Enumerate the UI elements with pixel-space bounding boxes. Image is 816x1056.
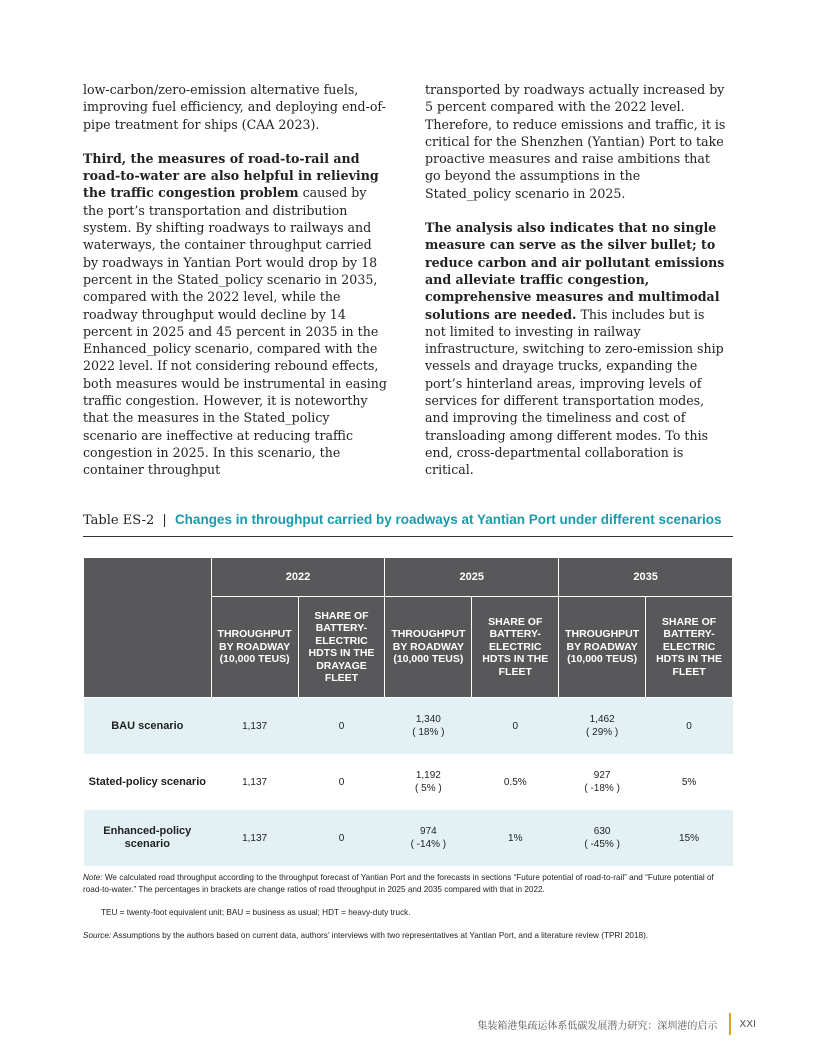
- right-paragraph-1: transported by roadways actually increased by 5 percent compared with the 2022 level. Therefore, to reduce emissions and traffic, it is critical for the Shenzhen (Yantian) Port to take proactive measures and raise ambitions that go beyond the assumptions in the Stated_policy scenario in 2025.: [425, 82, 726, 201]
- abbreviations: TEU = twenty-foot equivalent unit; BAU = business as usual; HDT = heavy-duty truck.: [101, 908, 411, 917]
- subheader-2035-throughput: THROUGHPUT BY ROADWAY (10,000 TEUS): [559, 597, 646, 698]
- table-label: Table ES-2: [83, 513, 155, 528]
- table-corner-cell: [84, 558, 212, 698]
- footer-title: 集装箱港集疏运体系低碳发展潜力研究：深圳港的启示: [477, 1020, 718, 1032]
- source-label: Source:: [83, 931, 112, 940]
- scenario-table: [83, 557, 733, 866]
- cell-throughput-2035: [559, 698, 646, 755]
- cell-share-2022: 0: [298, 698, 385, 755]
- year-header-row: [84, 558, 733, 597]
- cell-throughput-2025: [385, 754, 472, 810]
- footer-divider: [729, 1013, 731, 1035]
- cell-value: 927: [593, 770, 611, 781]
- cell-value: 1,462: [589, 714, 615, 725]
- cell-value: 630: [593, 826, 611, 837]
- right-text-column: [425, 81, 729, 496]
- table-caption: Changes in throughput carried by roadways at Yantian Port under different scenarios: [174, 512, 722, 527]
- cell-change: ( 29% ): [586, 727, 619, 738]
- table-notes: [83, 872, 735, 953]
- left-paragraph-2-rest: caused by the port’s transportation and distribution system. By shifting roadways to railways and waterways, the container throughput carried by roadways in Yantian Port would drop by 18 percent in the Stated_policy scenario in 2035, compared with the 2022 level, while the roadway throughput would decline by 14 percent in 2025 and 45 percent in 2035 in the Enhanced_policy scenario, compared with the 2022 level. If not considering rebound effects, both measures would be instrumental in easing traffic congestion. However, it is noteworthy that the measures in the Stated_policy scenario are ineffective at reducing traffic congestion in 2025. In this scenario, the container throughput: [83, 185, 387, 478]
- row-scenario-name: Enhanced-policy scenario: [84, 810, 212, 866]
- cell-throughput-2022: 1,137: [211, 698, 298, 755]
- table-title: [83, 512, 733, 528]
- cell-value: 1,192: [415, 770, 441, 781]
- page-number: XXI: [739, 1018, 756, 1030]
- cell-throughput-2025: [385, 810, 472, 866]
- cell-change: ( 18% ): [412, 727, 445, 738]
- cell-throughput-2022: 1,137: [242, 776, 268, 788]
- cell-change: ( -18% ): [584, 783, 620, 794]
- cell-share-2035: 0: [646, 698, 733, 755]
- cell-value: 974: [420, 826, 437, 837]
- cell-value: 1,340: [415, 714, 441, 725]
- year-header-2035: 2035: [559, 558, 733, 597]
- note-text: We calculated road throughput according to the throughput forecast of Yantian Port and the forecasts in sections “Future potential of road-to-rail” and “Future potential of road-to-water.” The percentages in brackets are change ratios of road throughput in 2025 and 2035 compared with that in 2022.: [83, 873, 714, 894]
- table-row: [84, 698, 733, 755]
- subheader-2025-throughput: THROUGHPUT BY ROADWAY (10,000 TEUS): [385, 597, 472, 698]
- cell-throughput-2035: [559, 810, 646, 866]
- table-row: [84, 754, 733, 810]
- left-paragraph-2-bold: Third, the measures of road-to-rail and road-to-water are also helpful in relieving the traffic congestion problem: [83, 150, 379, 201]
- table-row: [84, 810, 733, 866]
- note-label: Note:: [83, 873, 103, 882]
- source-paragraph: [83, 930, 735, 942]
- year-header-2025: 2025: [385, 558, 559, 597]
- table-title-rule: [83, 536, 733, 537]
- cell-change: ( 5% ): [415, 783, 442, 794]
- row-scenario-name: BAU scenario: [84, 698, 212, 755]
- left-paragraph-1: low-carbon/zero-emission alternative fuels, improving fuel efficiency, and deploying end-of-pipe treatment for ships (CAA 2023).: [83, 82, 386, 132]
- right-paragraph-2-bold: The analysis also indicates that no single measure can serve as the silver bullet; to reduce carbon and air pollutant emissions and alleviate traffic congestion, comprehensive measures and multimodal solutions are needed.: [425, 220, 725, 322]
- subheader-2022-throughput: THROUGHPUT BY ROADWAY (10,000 TEUS): [211, 597, 298, 698]
- note-paragraph: [83, 872, 735, 896]
- cell-throughput-2035: [559, 754, 646, 810]
- right-paragraph-2-rest: This includes but is not limited to investing in railway infrastructure, switching to zero-emission ship vessels and drayage trucks, expanding the port’s hinterland areas, improving levels of services for different transportation modes, and improving the timeliness and cost of transloading among different modes. To this end, cross-departmental collaboration is critical.: [425, 306, 724, 478]
- cell-throughput-2025: [385, 698, 472, 755]
- cell-throughput-2022: 1,137: [211, 810, 298, 866]
- cell-share-2022: 0: [338, 776, 345, 788]
- subheader-2025-share: SHARE OF BATTERY-ELECTRIC HDTS IN THE FLEET: [472, 597, 559, 698]
- right-paragraph-2: [425, 219, 729, 478]
- cell-share-2035: 15%: [646, 810, 733, 866]
- cell-change: ( -14% ): [410, 839, 447, 850]
- cell-share-2022: 0: [298, 810, 385, 866]
- subheader-2035-share: SHARE OF BATTERY-ELECTRIC HDTS IN THE FLEET: [646, 597, 733, 698]
- left-paragraph-2: [83, 150, 387, 479]
- cell-share-2025: 0.5%: [503, 776, 527, 788]
- cell-share-2025: 1%: [472, 810, 559, 866]
- source-text: Assumptions by the authors based on current data, authors’ interviews with two representatives at Yantian Port, and a literature review (TPRI 2018).: [111, 931, 649, 940]
- cell-change: ( -45% ): [584, 839, 620, 850]
- cell-share-2025: 0: [472, 698, 559, 755]
- cell-share-2035: 5%: [681, 776, 697, 788]
- year-header-2022: 2022: [211, 558, 385, 597]
- page-footer: [477, 1013, 756, 1035]
- row-scenario-name: Stated-policy scenario: [88, 775, 206, 788]
- left-text-column: [83, 81, 387, 496]
- subheader-2022-share: SHARE OF BATTERY-ELECTRIC HDTS IN THE DRAYAGE FLEET: [298, 597, 385, 698]
- table-title-separator: |: [162, 513, 167, 528]
